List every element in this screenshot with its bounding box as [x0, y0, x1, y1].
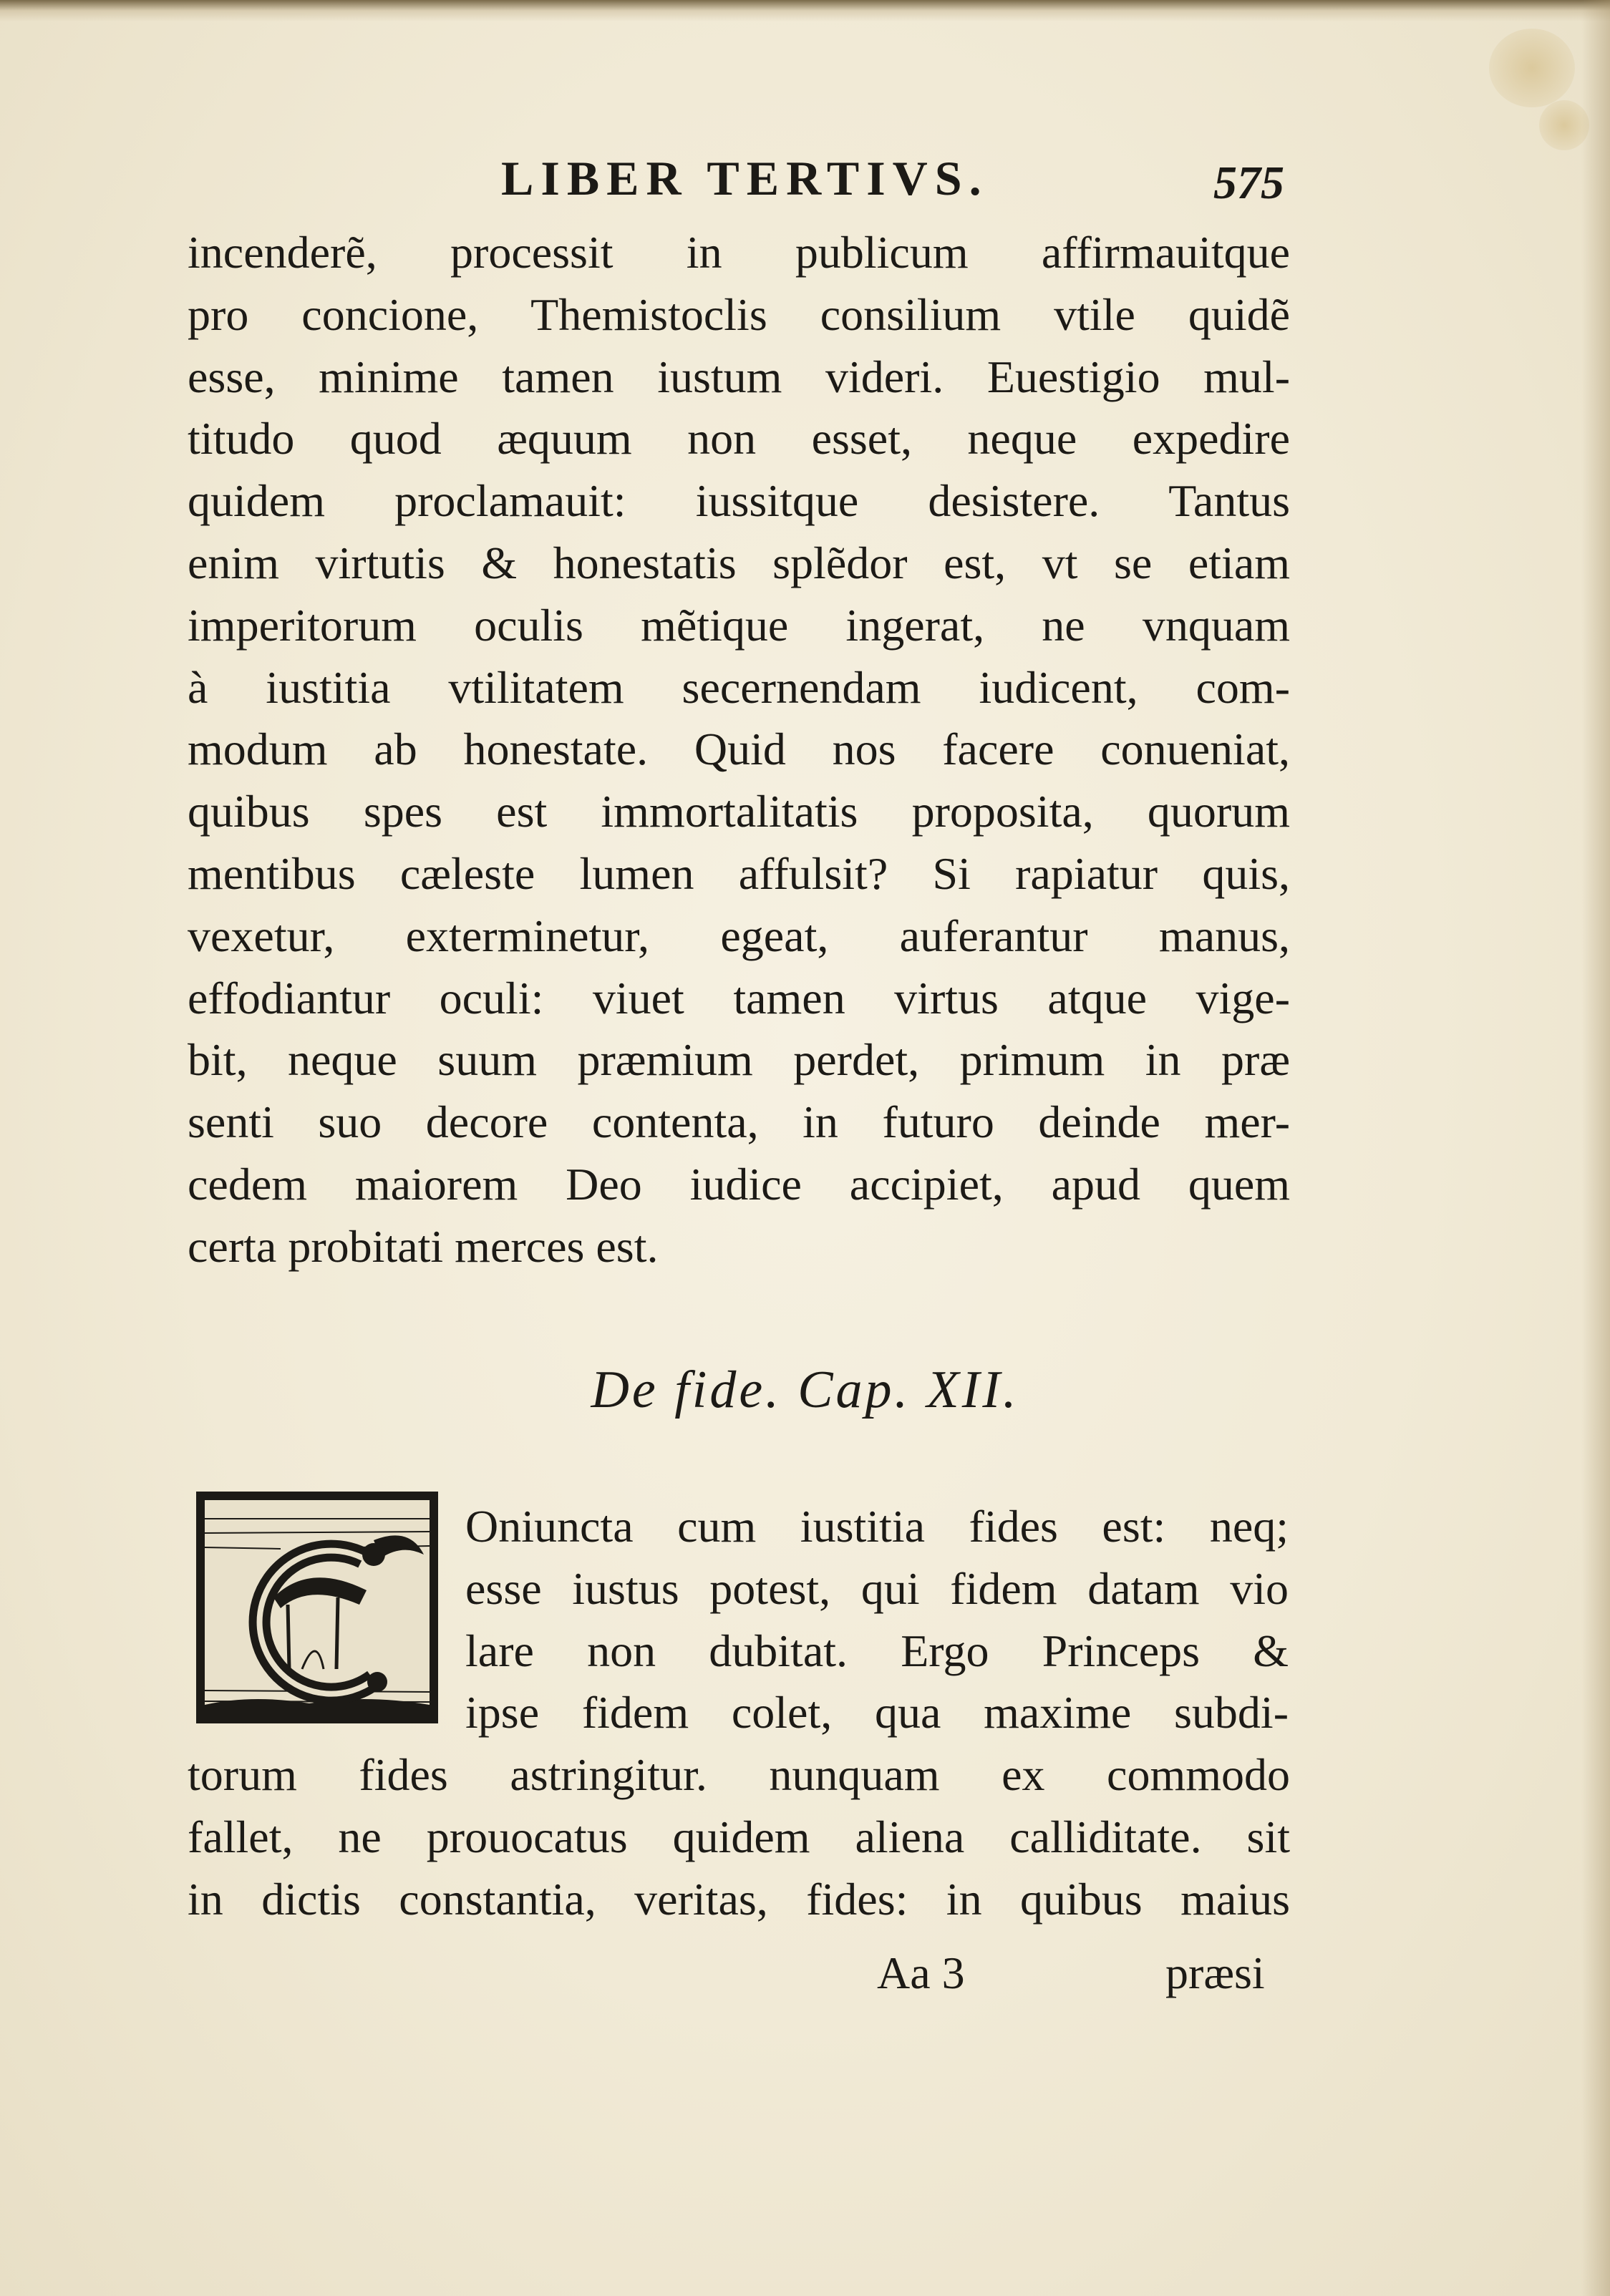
text-line: certa probitati merces est. [188, 1220, 659, 1272]
text-line: modum ab honestate. Quid nos facere conueniat, [188, 724, 1290, 775]
paragraph-rest-lines [188, 1744, 1290, 1930]
text-line: esse, minime tamen iustum videri. Euestigio mul- [188, 351, 1290, 402]
text-line: pro concione, Themistoclis consilium vtile quidẽ [188, 288, 1290, 340]
text-line: quidem proclamauit: iussitque desistere. Tantus [188, 475, 1290, 527]
text-line: cedem maiorem Deo iudice accipiet, apud quem [188, 1158, 1290, 1210]
text-line: à iustitia vtilitatem secernendam iudicent, com- [188, 661, 1290, 713]
text-line: incenderẽ, processit in publicum affirmauitque [188, 227, 1290, 278]
text-line: ipse fidem colet, qua maxime subdi- [465, 1687, 1289, 1738]
page-number: 575 [1213, 157, 1284, 209]
running-header [0, 150, 1610, 215]
text-line: lare non dubitat. Ergo Princeps & [465, 1625, 1289, 1676]
page-top-edge [0, 0, 1610, 21]
paragraph-first-lines [465, 1496, 1289, 1744]
signature-mark: Aa 3 [877, 1947, 965, 1998]
text-line: imperitorum oculis mẽtique ingerat, ne vnquam [188, 599, 1290, 651]
paper-stain [1539, 100, 1589, 150]
woodcut-initial [195, 1490, 440, 1725]
page-footer [0, 1947, 1610, 2011]
text-line: mentibus cæleste lumen affulsit? Si rapiatur quis, [188, 847, 1290, 899]
text-line: senti suo decore contenta, in futuro deinde mer- [188, 1096, 1290, 1148]
text-line: in dictis constantia, veritas, fides: in quibus maius [188, 1873, 1290, 1925]
text-line: fallet, ne prouocatus quidem aliena calliditate. sit [188, 1811, 1290, 1862]
paper-stain [1489, 29, 1575, 107]
text-line: Oniuncta cum iustitia fides est: neq; [465, 1501, 1289, 1552]
text-line: effodiantur oculi: viuet tamen virtus atque vige- [188, 972, 1290, 1023]
running-head-title: LIBER TERTIVS. [501, 151, 989, 205]
paragraph-continued [188, 222, 1290, 1278]
text-line: vexetur, exterminetur, egeat, auferantur manus, [188, 910, 1290, 961]
text-line: bit, neque suum præmium perdet, primum in præ [188, 1034, 1290, 1086]
text-line: quibus spes est immortalitatis proposita, quorum [188, 786, 1290, 837]
chapter-title: De fide. Cap. XII. [591, 1361, 1019, 1419]
catchword: præsi [1165, 1947, 1265, 1998]
text-line: titudo quod æquum non esset, neque expedire [188, 413, 1290, 464]
text-line: enim virtutis & honestatis splẽdor est, vt se etiam [188, 537, 1290, 588]
text-line: torum fides astringitur. nunquam ex commodo [188, 1749, 1290, 1800]
text-line: esse iustus potest, qui fidem datam vio [465, 1562, 1289, 1614]
